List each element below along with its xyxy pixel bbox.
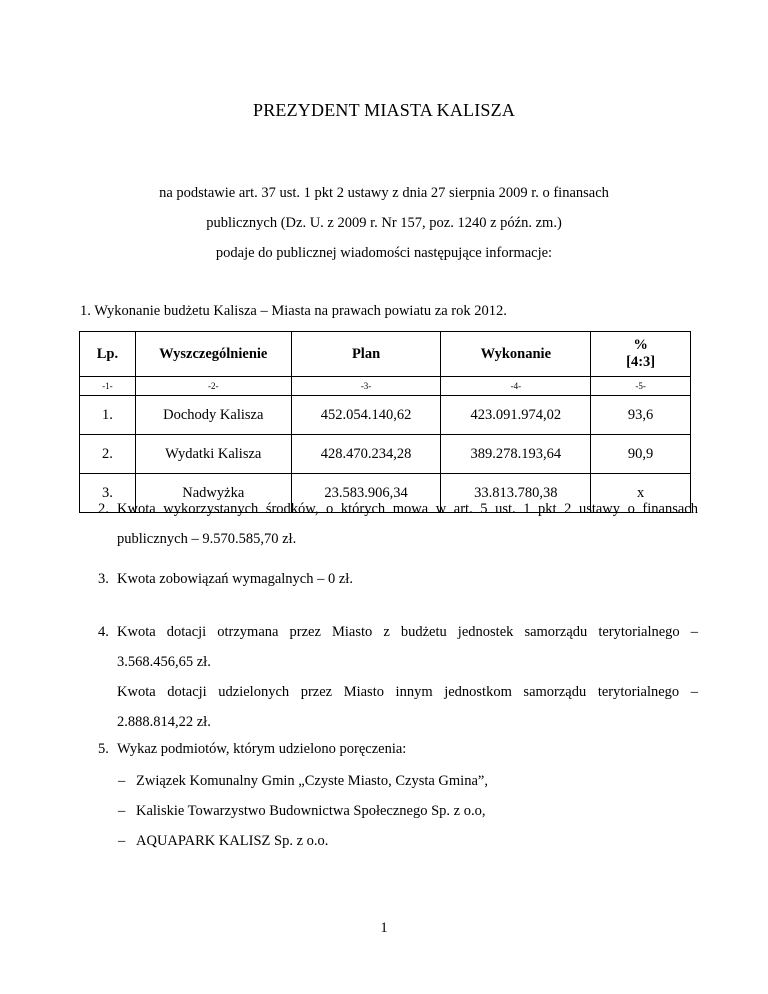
cell-wykonanie: 423.091.974,02 [441, 396, 591, 435]
intro-line: podaje do publicznej wiadomości następujące informacje: [215, 245, 553, 261]
guarantee-list [118, 766, 488, 856]
column-number: -5- [591, 377, 691, 396]
cell-description: Wydatki Kalisza [135, 435, 291, 474]
cell-plan: 23.583.906,34 [291, 474, 441, 513]
intro-line: publicznych (Dz. U. z 2009 r. Nr 157, poz. 1240 z późn. zm.) [206, 215, 562, 231]
header-percent [591, 332, 691, 377]
column-number-row [80, 377, 691, 396]
budget-table [79, 331, 691, 513]
list-item-text: Związek Komunalny Gmin „Czyste Miasto, Czysta Gmina”, [136, 773, 488, 789]
header-percent-ratio: [4:3] [626, 354, 656, 370]
list-item-text: Kaliskie Towarzystwo Budownictwa Społecznego Sp. z o.o, [136, 803, 486, 819]
cell-lp: 2. [80, 435, 136, 474]
document-title: PREZYDENT MIASTA KALISZA [252, 100, 516, 120]
item-number: 3. [98, 571, 109, 587]
cell-plan: 452.054.140,62 [291, 396, 441, 435]
list-item [118, 766, 488, 796]
cell-plan: 428.470.234,28 [291, 435, 441, 474]
cell-percent: 90,9 [591, 435, 691, 474]
dash-bullet: – [118, 803, 126, 819]
table-header-row [80, 332, 691, 377]
item-2 [98, 494, 698, 554]
item-number: 5. [98, 741, 109, 757]
cell-description: Dochody Kalisza [135, 396, 291, 435]
cell-lp: 1. [80, 396, 136, 435]
cell-wykonanie: 389.278.193,64 [441, 435, 591, 474]
header-lp: Lp. [80, 332, 136, 377]
cell-description: Nadwyżka [135, 474, 291, 513]
item-text: publicznych – 9.570.585,70 zł. [117, 531, 297, 547]
item-text: Kwota dotacji otrzymana przez Miasto z budżetu jednostek samorządu terytorialnego – [117, 624, 698, 640]
intro-paragraph [0, 178, 768, 268]
column-number: -4- [441, 377, 591, 396]
column-number: -2- [135, 377, 291, 396]
list-item [118, 826, 488, 856]
table-row [80, 396, 691, 435]
header-wykonanie: Wykonanie [441, 332, 591, 377]
intro-line: na podstawie art. 37 ust. 1 pkt 2 ustawy z dnia 27 sierpnia 2009 r. o finansach [159, 185, 609, 201]
dash-bullet: – [118, 833, 126, 849]
item-number: 2. [98, 501, 109, 517]
cell-percent: 93,6 [591, 396, 691, 435]
header-wyszczegolnienie: Wyszczególnienie [135, 332, 291, 377]
list-item [118, 796, 488, 826]
table-row [80, 435, 691, 474]
item-text: Kwota wykorzystanych środków, o których mowa w art. 5 ust. 1 pkt 2 ustawy o finansach [117, 501, 698, 517]
section-1-heading: 1. Wykonanie budżetu Kalisza – Miasta na prawach powiatu za rok 2012. [80, 303, 507, 319]
header-plan: Plan [291, 332, 441, 377]
item-number: 4. [98, 624, 109, 640]
cell-lp: 3. [80, 474, 136, 513]
column-number: -1- [80, 377, 136, 396]
item-text: 2.888.814,22 zł. [117, 714, 211, 730]
item-text: Wykaz podmiotów, którym udzielono poręczenia: [117, 741, 407, 757]
dash-bullet: – [118, 773, 126, 789]
header-percent-symbol: % [633, 337, 648, 353]
page-number: 1 [380, 920, 388, 936]
item-text: Kwota zobowiązań wymagalnych – 0 zł. [117, 571, 353, 587]
column-number: -3- [291, 377, 441, 396]
list-item-text: AQUAPARK KALISZ Sp. z o.o. [136, 833, 329, 849]
item-3 [98, 564, 698, 594]
cell-wykonanie: 33.813.780,38 [441, 474, 591, 513]
item-5 [98, 734, 698, 764]
item-text: Kwota dotacji udzielonych przez Miasto innym jednostkom samorządu terytorialnego – [117, 684, 698, 700]
item-4 [98, 617, 698, 737]
cell-percent: x [591, 474, 691, 513]
item-text: 3.568.456,65 zł. [117, 654, 211, 670]
